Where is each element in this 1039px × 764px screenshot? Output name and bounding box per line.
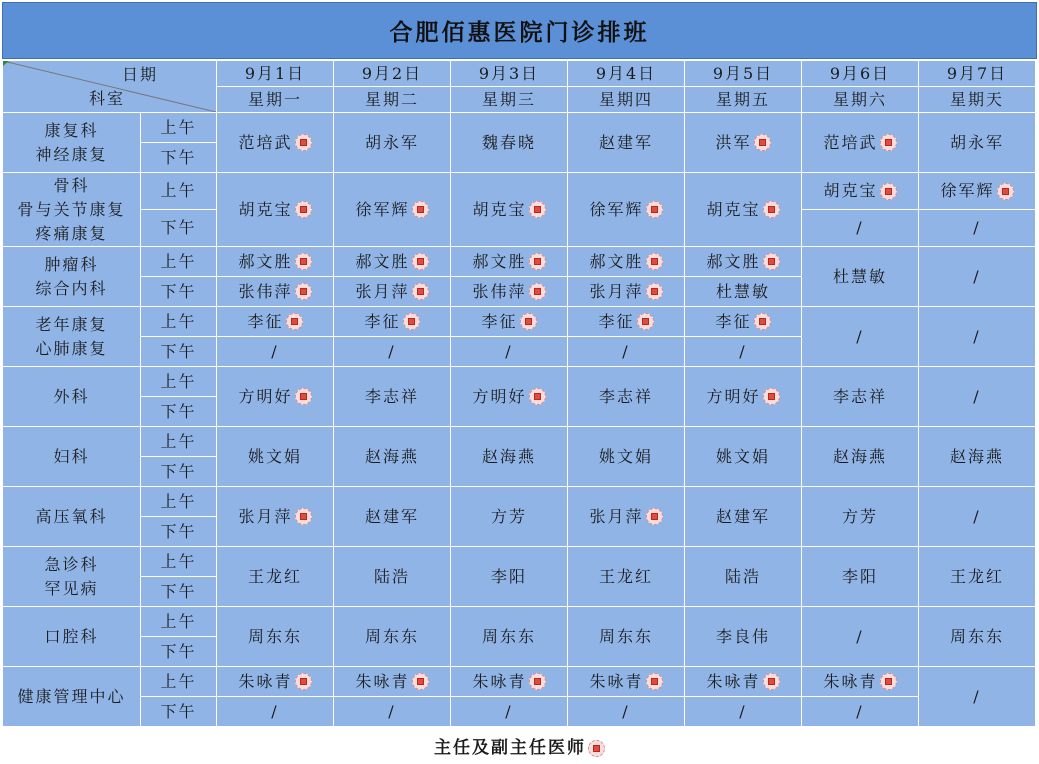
schedule-cell [802,607,919,667]
period-pm: 下午 [141,277,217,307]
doctor-name: 陆浩 [724,566,761,586]
senior-doctor-mark-icon [763,673,780,690]
doctor-name: 郝文胜 [589,251,644,271]
doctor-name: / [973,686,981,706]
header-weekday-2: 星期二 [334,87,451,113]
department-name-line: 高压氧科 [35,506,108,526]
schedule-cell-pm [919,210,1036,247]
schedule-cell-am [451,667,568,697]
schedule-cell-pm [217,697,334,727]
department-name [3,547,141,607]
doctor-name: 朱咏青 [472,671,527,691]
department-name [3,487,141,547]
schedule-cell [802,113,919,173]
senior-doctor-mark-icon [295,134,312,151]
doctor-name: 周东东 [247,626,302,646]
doctor-name: 张伟萍 [238,281,293,301]
department-name [3,113,141,173]
schedule-cell-pm [802,697,919,727]
schedule-cell [568,113,685,173]
doctor-name: 杜慧敏 [832,266,887,286]
department-name-line: 疼痛康复 [35,223,108,243]
doctor-name: / [856,326,864,346]
senior-doctor-mark-icon [880,673,897,690]
dept-row-am [3,113,1036,143]
department-name-line: 肿瘤科 [44,254,99,274]
schedule-cell [451,547,568,607]
doctor-name: 范培武 [823,132,878,152]
period-am: 上午 [141,547,217,577]
schedule-cell-pm [217,277,334,307]
doctor-name: 洪军 [715,132,752,152]
doctor-name: 李征 [247,311,284,331]
senior-doctor-mark-icon [295,388,312,405]
doctor-name: 朱咏青 [706,671,761,691]
doctor-name: / [622,701,630,721]
doctor-name: 赵海燕 [949,446,1004,466]
doctor-name: / [622,341,630,361]
doctor-name: 李征 [715,311,752,331]
department-name-line: 老年康复 [35,314,108,334]
doctor-name: / [388,341,396,361]
senior-doctor-mark-icon [403,313,420,330]
doctor-name: 周东东 [598,626,653,646]
doctor-name: 方芳 [841,506,878,526]
dept-row-am [3,487,1036,517]
doctor-name: 赵海燕 [481,446,536,466]
department-name-line: 骨与关节康复 [17,199,126,219]
schedule-cell [334,427,451,487]
period-am: 上午 [141,173,217,210]
schedule-cell-pm [334,337,451,367]
senior-doctor-mark-icon [646,253,663,270]
doctor-name: 胡克宝 [472,199,527,219]
senior-doctor-mark-icon [412,673,429,690]
schedule-cell [919,113,1036,173]
senior-doctor-mark-icon [295,508,312,525]
schedule-cell [685,113,802,173]
doctor-name: 张月萍 [589,281,644,301]
doctor-name: 徐军辉 [589,199,644,219]
header-date-3: 9月3日 [451,61,568,87]
doctor-name: / [739,341,747,361]
senior-doctor-mark-icon [588,740,605,757]
senior-doctor-mark-icon [763,388,780,405]
schedule-cell-pm [217,337,334,367]
schedule-cell [217,427,334,487]
period-pm: 下午 [141,143,217,173]
doctor-name: 周东东 [481,626,536,646]
schedule-cell-am [217,307,334,337]
schedule-cell [919,427,1036,487]
schedule-cell-am [217,247,334,277]
senior-doctor-mark-icon [997,183,1014,200]
doctor-name: 朱咏青 [238,671,293,691]
doctor-name: / [973,386,981,406]
schedule-table [2,60,1036,727]
schedule-cell-pm [685,277,802,307]
header-date-label: 日期 [121,65,158,84]
doctor-name: 赵建军 [715,506,770,526]
senior-doctor-mark-icon [412,253,429,270]
doctor-name: 方芳 [490,506,527,526]
period-am: 上午 [141,247,217,277]
doctor-name: 赵建军 [598,132,653,152]
schedule-cell [802,547,919,607]
doctor-name: 王龙红 [949,566,1004,586]
department-name [3,667,141,727]
schedule-cell-am [451,307,568,337]
schedule-cell-pm [568,277,685,307]
doctor-name: 胡永军 [949,132,1004,152]
department-name [3,247,141,307]
schedule-cell [919,367,1036,427]
legend [0,736,1039,760]
schedule-cell [685,487,802,547]
schedule-cell-pm [451,697,568,727]
department-name-line: 罕见病 [44,578,99,598]
doctor-name: 周东东 [949,626,1004,646]
header-date-4: 9月4日 [568,61,685,87]
doctor-name: / [973,326,981,346]
doctor-name: 李阳 [490,566,527,586]
schedule-cell [802,247,919,307]
senior-doctor-mark-icon [880,183,897,200]
schedule-cell [919,607,1036,667]
schedule-cell [334,173,451,247]
schedule-cell-am [568,307,685,337]
schedule-cell-pm [568,697,685,727]
schedule-cell-am [451,247,568,277]
header-corner [3,61,217,113]
dept-row-am [3,247,1036,277]
schedule-cell [919,667,1036,727]
header-weekday-5: 星期五 [685,87,802,113]
doctor-name: 杜慧敏 [715,281,770,301]
header-date-6: 9月6日 [802,61,919,87]
period-pm: 下午 [141,457,217,487]
department-name-line: 外科 [53,386,90,406]
senior-doctor-mark-icon [763,201,780,218]
dept-row-am [3,667,1036,697]
schedule-cell [451,487,568,547]
doctor-name: 胡克宝 [706,199,761,219]
department-name-line: 神经康复 [35,144,108,164]
schedule-cell [568,607,685,667]
schedule-cell [217,607,334,667]
doctor-name: 范培武 [238,132,293,152]
schedule-cell-am [802,173,919,210]
header-dept-label: 科室 [89,89,126,108]
doctor-name: 徐军辉 [355,199,410,219]
doctor-name: 胡永军 [364,132,419,152]
schedule-cell-pm [451,277,568,307]
period-am: 上午 [141,367,217,397]
period-pm: 下午 [141,637,217,667]
senior-doctor-mark-icon [763,253,780,270]
schedule-cell [802,487,919,547]
period-am: 上午 [141,113,217,143]
senior-doctor-mark-icon [295,253,312,270]
doctor-name: 张月萍 [238,506,293,526]
schedule-cell-am [334,247,451,277]
header-date-2: 9月2日 [334,61,451,87]
doctor-name: 周东东 [364,626,419,646]
department-name-line: 综合内科 [35,278,108,298]
doctor-name: 张月萍 [355,281,410,301]
schedule-cell [802,367,919,427]
doctor-name: 朱咏青 [823,671,878,691]
doctor-name: 张伟萍 [472,281,527,301]
senior-doctor-mark-icon [880,134,897,151]
doctor-name: 赵海燕 [832,446,887,466]
doctor-name: 李征 [364,311,401,331]
doctor-name: 李志祥 [364,386,419,406]
department-name-line: 健康管理中心 [17,686,126,706]
period-am: 上午 [141,667,217,697]
schedule-cell [919,307,1036,367]
schedule-cell [334,487,451,547]
doctor-name: 赵建军 [364,506,419,526]
doctor-name: / [271,341,279,361]
senior-doctor-mark-icon [295,201,312,218]
doctor-name: / [973,506,981,526]
senior-doctor-mark-icon [529,283,546,300]
doctor-name: / [856,701,864,721]
doctor-name: 李志祥 [598,386,653,406]
schedule-cell [568,427,685,487]
senior-doctor-mark-icon [646,508,663,525]
doctor-name: 胡克宝 [238,199,293,219]
dept-row-am [3,173,1036,210]
schedule-cell-am [685,247,802,277]
senior-doctor-mark-icon [520,313,537,330]
header-weekday-4: 星期四 [568,87,685,113]
doctor-name: 郝文胜 [472,251,527,271]
doctor-name: 张月萍 [589,506,644,526]
schedule-cell-pm [334,277,451,307]
schedule-cell [919,547,1036,607]
doctor-name: 姚文娟 [715,446,770,466]
doctor-name: 胡克宝 [823,181,878,201]
doctor-name: 郝文胜 [355,251,410,271]
schedule-cell [919,487,1036,547]
schedule-cell [451,173,568,247]
period-pm: 下午 [141,577,217,607]
doctor-name: 王龙红 [247,566,302,586]
dept-row-am [3,307,1036,337]
senior-doctor-mark-icon [637,313,654,330]
period-am: 上午 [141,487,217,517]
department-name-line: 口腔科 [44,626,99,646]
dept-row-am [3,547,1036,577]
doctor-name: 郝文胜 [238,251,293,271]
period-pm: 下午 [141,517,217,547]
doctor-name: 方明好 [238,386,293,406]
dept-row-am [3,427,1036,457]
senior-doctor-mark-icon [754,313,771,330]
schedule-cell [568,547,685,607]
department-name [3,307,141,367]
department-name-line: 急诊科 [44,554,99,574]
schedule-cell [802,427,919,487]
schedule-cell [685,173,802,247]
doctor-name: 李征 [481,311,518,331]
doctor-name: 朱咏青 [355,671,410,691]
senior-doctor-mark-icon [646,673,663,690]
schedule-cell-am [334,667,451,697]
schedule-cell [802,307,919,367]
department-name-line: 康复科 [44,120,99,140]
header-date-7: 9月7日 [919,61,1036,87]
schedule-cell [217,547,334,607]
schedule-cell-am [334,307,451,337]
doctor-name: 徐军辉 [940,181,995,201]
doctor-name: / [739,701,747,721]
department-name [3,607,141,667]
doctor-name: / [973,218,981,238]
senior-doctor-mark-icon [286,313,303,330]
senior-doctor-mark-icon [529,253,546,270]
senior-doctor-mark-icon [646,201,663,218]
doctor-name: 李志祥 [832,386,887,406]
department-name [3,173,141,247]
doctor-name: / [271,701,279,721]
header-date-1: 9月1日 [217,61,334,87]
schedule-cell-am [568,667,685,697]
schedule-cell [568,173,685,247]
doctor-name: 魏春晓 [481,132,536,152]
schedule-cell-am [919,173,1036,210]
header-row-date [3,61,1036,87]
schedule-cell [451,607,568,667]
dept-row-am [3,367,1036,397]
doctor-name: 陆浩 [373,566,410,586]
schedule-cell [334,547,451,607]
schedule-cell-pm [802,210,919,247]
schedule-cell-am [685,307,802,337]
schedule-cell-am [685,667,802,697]
schedule-cell [217,487,334,547]
schedule-cell [451,113,568,173]
doctor-name: 方明好 [472,386,527,406]
doctor-name: 朱咏青 [589,671,644,691]
department-name-line: 骨科 [53,175,90,195]
page-title: 合肥佰惠医院门诊排班 [2,2,1037,59]
doctor-name: / [973,266,981,286]
department-name-line: 妇科 [53,446,90,466]
schedule-cell [685,367,802,427]
doctor-name: 王龙红 [598,566,653,586]
schedule-cell [685,427,802,487]
schedule-cell-pm [685,697,802,727]
senior-doctor-mark-icon [646,283,663,300]
period-pm: 下午 [141,337,217,367]
period-am: 上午 [141,427,217,457]
senior-doctor-mark-icon [295,673,312,690]
schedule-cell-pm [451,337,568,367]
doctor-name: / [856,626,864,646]
schedule-cell [217,367,334,427]
schedule-cell [334,367,451,427]
doctor-name: / [505,341,513,361]
department-name [3,367,141,427]
senior-doctor-mark-icon [529,673,546,690]
schedule-cell [919,247,1036,307]
doctor-name: 李征 [598,311,635,331]
schedule-cell [451,367,568,427]
senior-doctor-mark-icon [412,283,429,300]
schedule-cell [334,113,451,173]
schedule-cell-pm [568,337,685,367]
schedule-cell-am [568,247,685,277]
doctor-name: 郝文胜 [706,251,761,271]
schedule-cell [334,607,451,667]
schedule-cell-am [217,667,334,697]
header-weekday-6: 星期六 [802,87,919,113]
schedule-cell [217,173,334,247]
dept-row-am [3,607,1036,637]
doctor-name: / [505,701,513,721]
doctor-name: / [856,218,864,238]
period-pm: 下午 [141,210,217,247]
senior-doctor-mark-icon [412,201,429,218]
doctor-name: 李阳 [841,566,878,586]
doctor-name: 李良伟 [715,626,770,646]
senior-doctor-mark-icon [529,388,546,405]
header-weekday-1: 星期一 [217,87,334,113]
schedule-cell-pm [334,697,451,727]
senior-doctor-mark-icon [754,134,771,151]
department-name [3,427,141,487]
legend-label: 主任及副主任医师 [434,738,586,758]
schedule-cell [568,367,685,427]
schedule-cell [451,427,568,487]
doctor-name: / [388,701,396,721]
header-date-5: 9月5日 [685,61,802,87]
schedule-cell [217,113,334,173]
schedule-cell [685,547,802,607]
doctor-name: 赵海燕 [364,446,419,466]
schedule-cell-am [802,667,919,697]
senior-doctor-mark-icon [295,283,312,300]
doctor-name: 姚文娟 [598,446,653,466]
schedule-cell-pm [685,337,802,367]
schedule-cell [685,607,802,667]
department-name-line: 心肺康复 [35,338,108,358]
doctor-name: 姚文娟 [247,446,302,466]
period-pm: 下午 [141,397,217,427]
doctor-name: 方明好 [706,386,761,406]
senior-doctor-mark-icon [529,201,546,218]
schedule-cell [568,487,685,547]
header-weekday-3: 星期三 [451,87,568,113]
header-weekday-7: 星期天 [919,87,1036,113]
period-am: 上午 [141,307,217,337]
period-pm: 下午 [141,697,217,727]
period-am: 上午 [141,607,217,637]
dept-row-pm [3,697,1036,727]
